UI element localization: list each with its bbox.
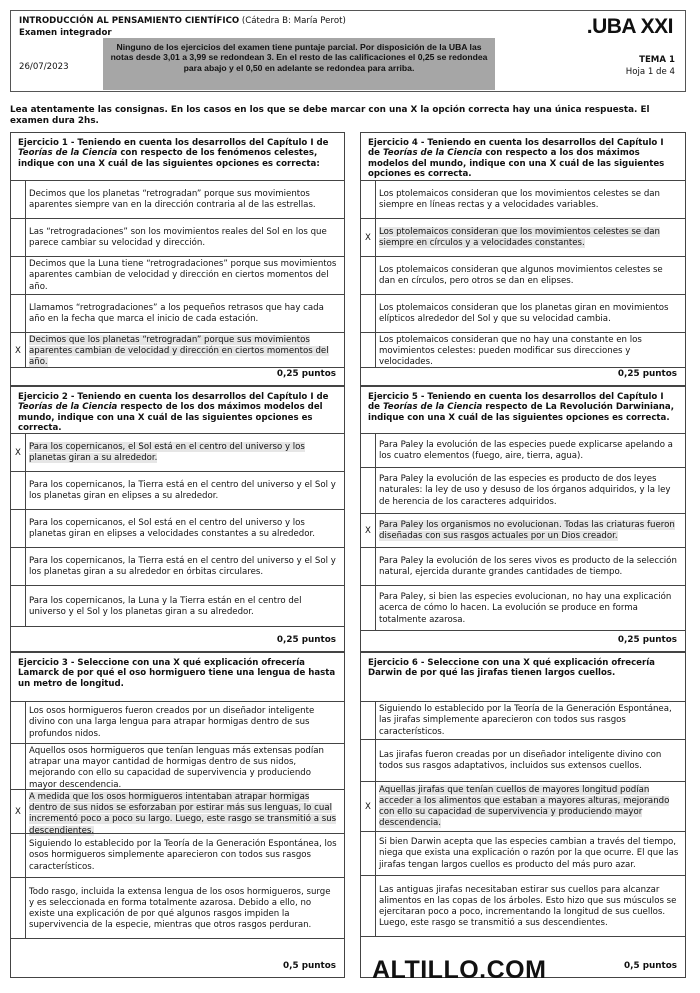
answer-text-content: Decimos que la Luna tiene “retrogradaciones” porque sus movimientos aparentes cambian de velocidad y dirección en ciertos momentos del año. (29, 259, 337, 292)
book-title: Teorías de la Ciencia (18, 148, 118, 159)
answer-text-content: Las “retrogradaciones” son los movimientos reales del Sol en los que parece cambiar su velocidad y dirección. (29, 226, 327, 248)
book-title: Teorías de la Ciencia (382, 148, 483, 159)
question-text-cont: con respecto a los dos máximos modelos del mundo, indique con una X cuál de las siguientes opciones es correcta. (368, 148, 665, 180)
exercise-4 (360, 132, 686, 386)
answer-text (29, 442, 338, 464)
answer-option[interactable] (11, 585, 344, 627)
answer-text (29, 839, 338, 873)
answer-option[interactable] (361, 831, 685, 875)
answer-text-content: Para Paley la evolución de las especies es producto de dos leyes naturales: la ley de uso y desuso de los órganos adquiridos, y la ley de herencia de los caracteres adquiridos. (379, 474, 671, 507)
exercise-points: 0,5 puntos (283, 961, 336, 971)
answer-checkbox[interactable] (11, 510, 26, 547)
answer-checkbox[interactable] (11, 744, 26, 789)
answer-text (379, 335, 679, 369)
answer-option[interactable] (361, 467, 685, 513)
answer-text-content: Para los copernicanos, la Luna y la Tierra están en el centro del universo y el Sol y los planetas giran a su alrededor. (29, 595, 302, 617)
answer-text (29, 189, 338, 211)
exercise-points: 0,25 puntos (617, 635, 677, 645)
answer-option[interactable] (11, 509, 344, 547)
answer-text (29, 227, 338, 249)
answer-checkbox[interactable] (361, 514, 376, 547)
answer-text (29, 480, 338, 502)
question-text: Ejercicio 4 - Teniendo en cuenta los desarrollos del Capítulo I de (368, 138, 664, 159)
answer-option[interactable] (11, 877, 344, 939)
answer-option[interactable] (361, 875, 685, 937)
answer-text-content: A medida que los osos hormigueros intentaban atrapar hormigas dentro de sus nidos se esforzaban por estirar más sus lenguas, lo cual incrementó poco a poco su largo. Luego, este rasgo se transmitió a sus descendientes. (29, 792, 337, 836)
question-text-cont: respecto de los dos máximos modelos del mundo, indique con una X cuál de las siguientes opciones es correcta. (18, 402, 323, 434)
answer-option[interactable] (361, 739, 685, 781)
answer-checkbox[interactable] (361, 468, 376, 513)
answer-option[interactable] (11, 701, 344, 743)
exercise-5 (360, 386, 686, 652)
answer-checkbox[interactable] (361, 295, 376, 332)
answer-option[interactable] (361, 256, 685, 294)
answer-checkbox[interactable] (11, 333, 26, 367)
answer-text-content: Aquellos osos hormigueros que tenían lenguas más extensas podían atrapar una mayor cantidad de hormigas dentro de sus nidos, mejorando con ello su capacidad de supervivencia y produciendo mayor descendencia. (29, 746, 324, 790)
exam-date: 26/07/2023 (19, 62, 69, 72)
exercise-question (361, 133, 685, 184)
answer-option[interactable] (361, 294, 685, 332)
answer-text-content: Decimos que los planetas “retrogradan” porque sus movimientos aparentes cambian de velocidad y dirección en ciertos momentos del año. (29, 335, 329, 368)
answer-text (379, 265, 679, 287)
page-count: Hoja 1 de 4 (625, 67, 675, 77)
answer-text-content: Decimos que los planetas “retrogradan” porque sus movimientos aparentes siempre van en la dirección contraria al de las estrellas. (29, 188, 316, 210)
answer-mark: X (15, 806, 21, 817)
answer-checkbox[interactable] (361, 832, 376, 875)
answer-text (379, 785, 679, 830)
answer-checkbox[interactable] (361, 702, 376, 739)
altillo-watermark: ALTILLO.COM (372, 956, 547, 984)
answer-mark: X (15, 447, 21, 458)
answer-text-content: Para Paley los organismos no evolucionan. Todas las criaturas fueron diseñadas con sus rasgos actuales por un Dios creador. (379, 519, 675, 541)
answer-checkbox[interactable] (11, 181, 26, 218)
answer-text (29, 746, 338, 791)
answer-checkbox[interactable] (361, 333, 376, 367)
answer-checkbox[interactable] (11, 219, 26, 256)
tema-label: TEMA 1 (639, 55, 675, 65)
answer-option[interactable] (361, 781, 685, 831)
answer-text (379, 704, 679, 738)
answer-option[interactable] (11, 743, 344, 789)
answer-text (379, 556, 679, 578)
answer-option[interactable] (361, 513, 685, 547)
answer-option[interactable] (11, 294, 344, 332)
answer-text (379, 474, 679, 508)
answer-option[interactable] (361, 332, 685, 368)
answer-text (29, 887, 338, 932)
answer-text-content: Las jirafas fueron creadas por un diseñador inteligente divino con todos sus rasgos adaptativos, incluidos sus extensos cuellos. (379, 749, 662, 771)
question-text-cont: respecto de La Revolución Darwiniana, indique con una X cuál de las siguientes opciones es correcta. (368, 402, 674, 423)
answer-option[interactable] (11, 180, 344, 218)
answer-checkbox[interactable] (11, 586, 26, 626)
answer-option[interactable] (11, 833, 344, 877)
instructions: Lea atentamente las consignas. En los casos en los que se debe marcar con una X la opción correcta hay una única respuesta. El examen dura 2hs. (10, 105, 650, 127)
course-title (19, 16, 346, 26)
exercise-2 (10, 386, 345, 652)
answer-text-content: Los ptolemaicos consideran que algunos movimientos celestes se dan en círculos, pero otros se dan en elipses. (379, 264, 663, 286)
answer-checkbox[interactable] (361, 434, 376, 467)
answer-text (29, 335, 338, 369)
question-text: Ejercicio 1 - Teniendo en cuenta los desarrollos del Capítulo I de (18, 138, 329, 148)
answer-text (29, 556, 338, 578)
answer-text-content: Todo rasgo, incluida la extensa lengua de los osos hormigueros, surge y es seleccionada en forma totalmente azarosa. Debido a ello, no existe una explicación de por qué algunos rasgos impiden la supervivencia de la especie, mientras que otros rasgos perduran. (29, 886, 331, 931)
answer-checkbox[interactable] (11, 295, 26, 332)
question-text: Ejercicio 2 - Teniendo en cuenta los desarrollos del Capítulo I de (18, 392, 329, 402)
grading-notice: Ninguno de los ejercicios del examen tiene puntaje parcial. Por disposición de la UBA las notas desde 3,01 a 3,99 se redondean 3. En el resto de las calificaciones el 0,25 se redondea para abajo y el 0,50 en adelante se redondea para arriba. (103, 38, 495, 90)
answer-checkbox[interactable] (361, 181, 376, 218)
exercise-1 (10, 132, 345, 386)
answer-text-content: Llamamos “retrogradaciones” a los pequeños retrasos que hay cada año en la fecha que marca el inicio de cada estación. (29, 302, 324, 324)
question-text: Ejercicio 5 - Teniendo en cuenta los desarrollos del Capítulo I de (368, 392, 664, 413)
answer-checkbox[interactable] (11, 548, 26, 585)
answer-text (29, 706, 338, 740)
answer-option[interactable] (361, 585, 685, 631)
answer-text (379, 592, 679, 626)
answer-text-content: Los ptolemaicos consideran que no hay una constante en los movimientos celestes: pueden modificar sus direcciones y velocidades. (379, 335, 642, 368)
answer-text (379, 837, 679, 871)
answer-text-content: Siguiendo lo establecido por la Teoría de la Generación Espontánea, las jirafas simplemente aparecieron con todos sus rasgos característicos. (379, 704, 672, 737)
answer-checkbox[interactable] (361, 548, 376, 585)
answer-option[interactable] (11, 218, 344, 256)
exercise-question (11, 653, 344, 693)
catedra-label: (Cátedra B: María Perot) (241, 16, 346, 26)
answer-checkbox[interactable] (361, 876, 376, 936)
book-title: Teorías de la Ciencia (18, 402, 118, 413)
exercise-question (11, 133, 344, 173)
exercise-question (361, 653, 685, 683)
answer-checkbox[interactable] (11, 878, 26, 938)
answer-checkbox[interactable] (361, 586, 376, 630)
answer-option[interactable] (361, 547, 685, 585)
exercise-3 (10, 652, 345, 978)
answer-option[interactable] (361, 218, 685, 256)
exercise-points: 0,25 puntos (276, 369, 336, 379)
answer-option[interactable] (11, 433, 344, 471)
answer-text-content: Siguiendo lo establecido por la Teoría de la Generación Espontánea, los osos hormigueros simplemente aparecieron con todos sus rasgos característicos. (29, 839, 337, 872)
answer-option[interactable] (11, 789, 344, 836)
exercise-6 (360, 652, 686, 978)
answer-text-content: Para los copernicanos, el Sol está en el centro del universo y los planetas giran en elipses a velocidades constantes a su alrededor. (29, 517, 315, 539)
answer-text (379, 885, 679, 930)
answer-checkbox[interactable] (11, 790, 26, 833)
answer-checkbox[interactable] (11, 834, 26, 877)
answer-text-content: Para Paley la evolución de los seres vivos es producto de la selección natural, ejercida durante grandes cantidades de tiempo. (379, 555, 677, 577)
answer-text-content: Para los copernicanos, la Tierra está en el centro del universo y el Sol y los planetas giran a su alrededor en órbitas circulares. (29, 555, 336, 577)
answer-checkbox[interactable] (361, 782, 376, 831)
question-text-cont: con respecto de los fenómenos celestes, indique con una X cuál de las siguientes opciones es correcta: (18, 148, 320, 169)
answer-text-content: Los ptolemaicos consideran que los planetas giran en movimientos elípticos alrededor del Sol y que su velocidad cambia. (379, 302, 669, 324)
answer-text-content: Las antiguas jirafas necesitaban estirar sus cuellos para alcanzar alimentos en las copas de los árboles. Esto hizo que sus músculos se ejercitaran poco a poco, incrementando la longitud de sus cuellos. Luego, este rasgo se transmitió a sus descendientes. (379, 884, 677, 929)
question-text: Ejercicio 3 - Seleccione con una X qué explicación ofrecería Lamarck de por qué el oso hormiguero tiene una lengua de hasta un metro de longitud. (18, 658, 336, 689)
question-text: Ejercicio 6 - Seleccione con una X qué explicación ofrecería Darwin de por qué las jirafas tienen largos cuellos. (368, 658, 655, 679)
exercise-question (11, 387, 344, 438)
exercise-points: 0,25 puntos (617, 369, 677, 379)
answer-text-content: Los osos hormigueros fueron creados por un diseñador inteligente divino con una larga lengua para atrapar hormigas dentro de sus profundos nidos. (29, 706, 315, 739)
answer-text-content: Aquellas jirafas que tenían cuellos de mayores longitud podían acceder a los alimentos que estaban a mayores alturas, mejorando con ello su capacidad de supervivencia y produciendo mayor descendencia. (379, 784, 670, 829)
answer-text (379, 303, 679, 325)
answer-mark: X (365, 525, 371, 536)
answer-option[interactable] (361, 433, 685, 467)
answer-text (379, 520, 679, 542)
answer-option[interactable] (361, 180, 685, 218)
answer-option[interactable] (361, 701, 685, 739)
answer-checkbox[interactable] (361, 740, 376, 781)
answer-checkbox[interactable] (11, 702, 26, 743)
answer-text (29, 792, 338, 837)
answer-text-content: Para Paley la evolución de las especies puede explicarse apelando a los cuatro elementos (fuego, aire, tierra, agua). (379, 439, 673, 461)
answer-checkbox[interactable] (11, 257, 26, 294)
answer-checkbox[interactable] (361, 219, 376, 256)
answer-text (29, 259, 338, 293)
answer-mark: X (365, 801, 371, 812)
answer-text-content: Para Paley, si bien las especies evolucionan, no hay una explicación acerca de cómo lo hacen. La evolución se produce en forma totalmente azarosa. (379, 592, 672, 625)
answer-text (29, 596, 338, 618)
answer-checkbox[interactable] (11, 472, 26, 509)
answer-mark: X (15, 345, 21, 356)
answer-text-content: Los ptolemaicos consideran que los movimientos celestes se dan siempre en líneas rectas y a velocidades variables. (379, 188, 660, 210)
answer-option[interactable] (11, 547, 344, 585)
answer-option[interactable] (11, 471, 344, 509)
answer-text-content: Los ptolemaicos consideran que los movimientos celestes se dan siempre en círculos y a velocidades constantes. (379, 226, 660, 248)
answer-text (379, 227, 679, 249)
answer-text-content: Para los copernicanos, la Tierra está en el centro del universo y el Sol y los planetas giran en elipses a su alrededor. (29, 479, 336, 501)
answer-text-content: Para los copernicanos, el Sol está en el centro del universo y los planetas giran a su alrededor. (29, 441, 305, 463)
course-name: INTRODUCCIÓN AL PENSAMIENTO CIENTÍFICO (19, 16, 240, 26)
answer-text (379, 750, 679, 772)
exercise-points: 0,25 puntos (276, 635, 336, 645)
answer-text (379, 189, 679, 211)
answer-text (379, 440, 679, 462)
uba-xxi-logo: .UBA XXI (586, 15, 673, 38)
answer-text (29, 303, 338, 325)
book-title: Teorías de la Ciencia (382, 402, 483, 413)
answer-mark: X (365, 232, 371, 243)
answer-text-content: Si bien Darwin acepta que las especies cambian a través del tiempo, niega que exista una explicación o razón por la que ocurre. El que las jirafas tengan largos cuellos es producto del más puro azar. (379, 837, 679, 870)
answer-checkbox[interactable] (361, 257, 376, 294)
exam-type: Examen integrador (19, 28, 112, 38)
answer-option[interactable] (11, 332, 344, 368)
exercise-question (361, 387, 685, 427)
answer-option[interactable] (11, 256, 344, 294)
exercise-points: 0,5 puntos (624, 961, 677, 971)
answer-checkbox[interactable] (11, 434, 26, 471)
answer-text (29, 518, 338, 540)
